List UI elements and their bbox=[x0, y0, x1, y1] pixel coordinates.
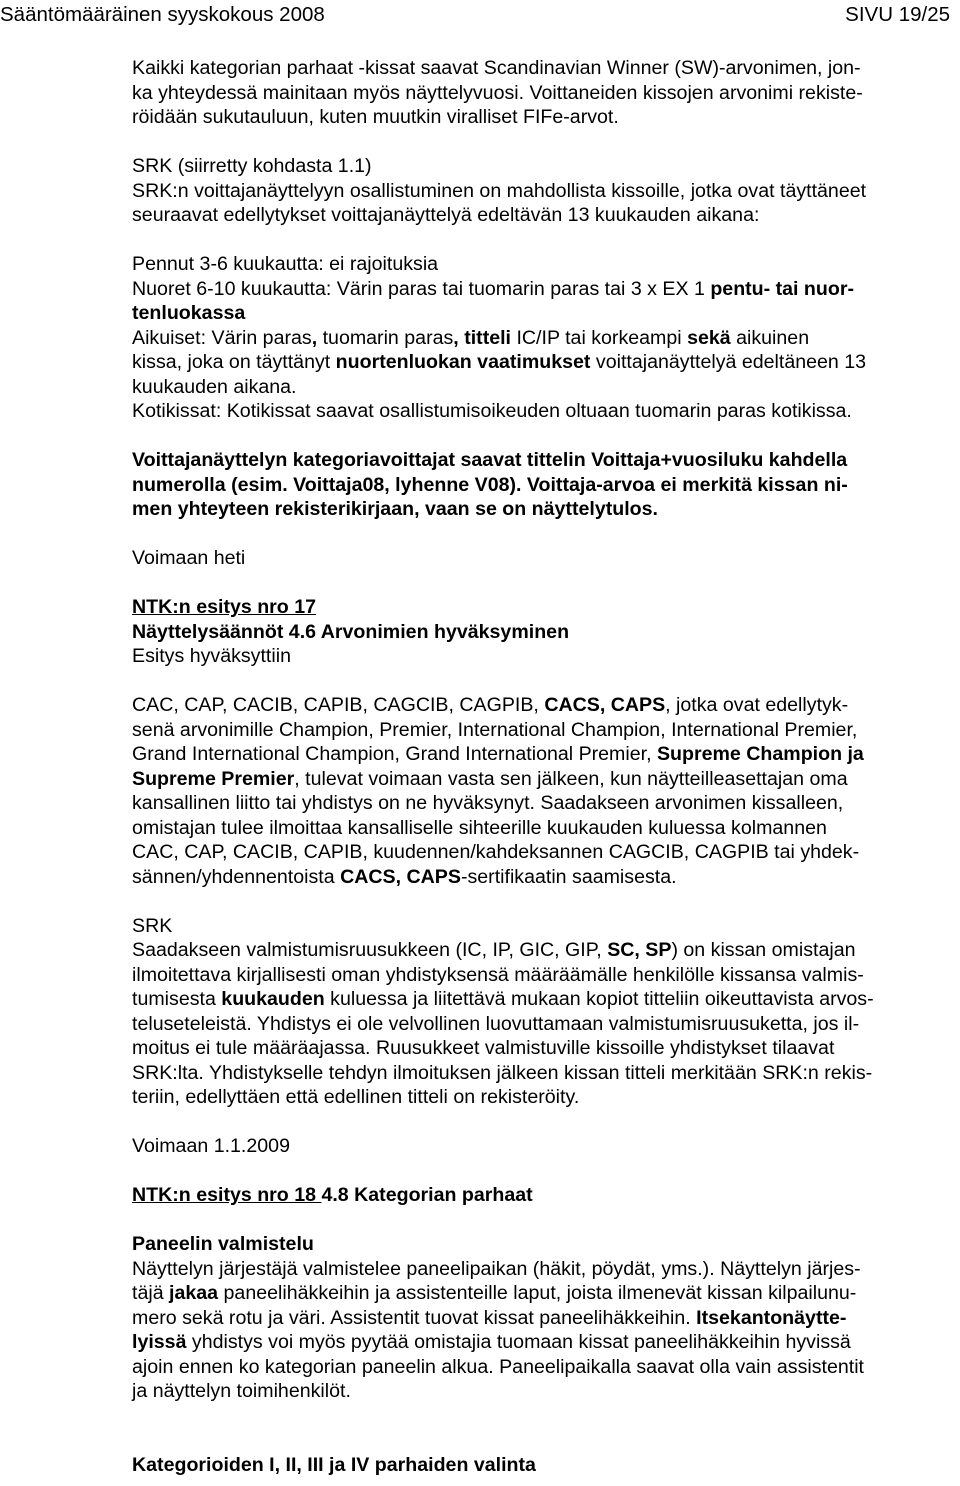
text-run: röidään sukutauluun, kuten muutkin viralliset FIFe-arvot. bbox=[132, 106, 619, 128]
text-run: Voimaan 1.1.2009 bbox=[132, 1135, 290, 1157]
text-run: täjä bbox=[132, 1282, 170, 1304]
text-run: jakaa bbox=[169, 1282, 219, 1304]
text-line bbox=[132, 987, 944, 1012]
text-run: Kotikissat: Kotikissat saavat osallistumisoikeuden oltuaan tuomarin paras kotikissa. bbox=[132, 400, 852, 422]
text-run: senä arvonimille Champion, Premier, International Champion, International Premier, bbox=[132, 718, 858, 741]
text-run: kansallinen liitto tai yhdistys on ne hyväksynyt. Saadakseen arvonimen kissalleen, bbox=[132, 792, 844, 814]
text-run: Voittajanäyttelyn kategoriavoittajat saavat tittelin Voittaja+vuosiluku kahdella bbox=[132, 449, 848, 471]
text-run: SRK bbox=[132, 914, 173, 937]
text-run: Paneelin valmistelu bbox=[132, 1233, 314, 1255]
blank-line bbox=[132, 1208, 944, 1233]
text-run: Grand International Champion, Grand International Premier, bbox=[132, 743, 657, 765]
text-line bbox=[132, 1134, 944, 1159]
text-run: numerolla (esim. Voittaja08, lyhenne V08). Voittaja-arvoa ei merkitä kissan ni- bbox=[132, 473, 848, 496]
text-line bbox=[132, 865, 944, 890]
blank-line bbox=[132, 571, 944, 596]
text-line bbox=[132, 693, 944, 718]
text-run: Nuoret 6-10 kuukautta: Värin paras tai tuomarin paras tai 3 x EX 1 bbox=[132, 277, 711, 300]
blank-line bbox=[132, 1110, 944, 1135]
text-run: 4.8 Kategorian parhaat bbox=[321, 1184, 533, 1206]
text-run: NTK:n esitys nro 18 bbox=[132, 1184, 322, 1206]
text-line bbox=[132, 497, 944, 522]
text-run: aikuinen bbox=[730, 326, 810, 349]
text-line bbox=[132, 1379, 944, 1404]
text-run: seuraavat edellytykset voittajanäyttelyä edeltävän 13 kuukauden aikana: bbox=[132, 204, 760, 226]
text-run: ajoin ennen ko kategorian paneelin alkua. Paneelipaikalla saavat olla vain assistentit bbox=[132, 1355, 864, 1378]
text-run: Voimaan heti bbox=[132, 547, 246, 569]
text-line bbox=[132, 938, 944, 963]
text-run: kuukauden aikana. bbox=[132, 375, 297, 398]
text-run: Itsekantonäytte- bbox=[696, 1306, 847, 1329]
text-line bbox=[132, 350, 944, 375]
text-line bbox=[132, 791, 944, 816]
text-run: CAC, CAP, CACIB, CAPIB, CAGCIB, CAGPIB, bbox=[132, 694, 545, 716]
page-number: SIVU 19/25 bbox=[845, 3, 950, 26]
text-run: SRK (siirretty kohdasta 1.1) bbox=[132, 155, 372, 177]
text-run: ) on kissan omistajan bbox=[671, 939, 856, 961]
blank-line bbox=[132, 1159, 944, 1184]
text-line bbox=[132, 1330, 944, 1355]
text-line bbox=[132, 252, 944, 277]
text-run: mero sekä rotu ja väri. Assistentit tuovat kissat paneelihäkkeihin. bbox=[132, 1306, 697, 1329]
text-run: Näyttelysäännöt 4.6 Arvonimien hyväksyminen bbox=[132, 620, 570, 643]
text-line bbox=[132, 448, 944, 473]
text-line bbox=[132, 179, 944, 204]
text-line bbox=[132, 742, 944, 767]
text-line bbox=[132, 399, 944, 424]
page-header bbox=[0, 3, 960, 31]
text-line bbox=[132, 1306, 944, 1331]
text-run: tuomarin paras bbox=[317, 326, 454, 349]
blank-line bbox=[132, 669, 944, 694]
text-run: Näyttelyn järjestäjä valmistelee paneelipaikan (häkit, pöydät, yms.). Näyttelyn järjes- bbox=[132, 1257, 861, 1280]
text-line bbox=[132, 154, 944, 179]
text-run: paneelihäkkeihin ja assistenteille laput, joista ilmenevät kissan kilpailunu- bbox=[218, 1282, 857, 1304]
text-line bbox=[132, 546, 944, 571]
text-run: voittajanäyttelyä edeltäneen 13 bbox=[590, 351, 867, 373]
text-run: , bbox=[453, 326, 459, 349]
text-line bbox=[132, 1085, 944, 1110]
text-run: Pennut 3-6 kuukautta: ei rajoituksia bbox=[132, 253, 439, 275]
text-run: teluseteleistä. Yhdistys ei ole velvollinen luovuttamaan valmistumisruusuketta, jos il- bbox=[132, 1012, 860, 1035]
text-run: Esitys hyväksyttiin bbox=[132, 645, 291, 667]
text-run: , jotka ovat edellytyk- bbox=[665, 694, 849, 716]
text-line bbox=[132, 1281, 944, 1306]
text-line bbox=[132, 203, 944, 228]
text-line bbox=[132, 277, 944, 302]
text-line bbox=[132, 375, 944, 400]
text-run: CACS, CAPS bbox=[544, 694, 666, 716]
text-run: Supreme Premier bbox=[132, 767, 295, 790]
text-run: Aikuiset: Värin paras bbox=[132, 326, 312, 349]
text-run: tenluokassa bbox=[132, 302, 246, 324]
text-run: moitus ei tule määräajassa. Ruusukkeet valmistuville kissoille yhdistykset tilaavat bbox=[132, 1037, 835, 1059]
text-run: Kaikki kategorian parhaat -kissat saavat Scandinavian Winner (SW)-arvonimen, jon- bbox=[132, 57, 861, 79]
text-run: teriin, edellyttäen että edellinen titteli on rekisteröity. bbox=[132, 1086, 580, 1108]
text-run: sekä bbox=[687, 326, 731, 349]
blank-line bbox=[132, 1428, 944, 1453]
text-line bbox=[132, 840, 944, 865]
text-line bbox=[132, 644, 944, 669]
blank-line bbox=[132, 424, 944, 449]
text-line bbox=[132, 914, 944, 939]
text-line bbox=[132, 1036, 944, 1061]
text-run: kuukauden bbox=[221, 988, 325, 1010]
document-title: Sääntömääräinen syyskokous 2008 bbox=[0, 3, 325, 26]
blank-line bbox=[132, 522, 944, 547]
text-run: -sertifikaatin saamisesta. bbox=[460, 865, 677, 888]
document-body bbox=[132, 56, 944, 1477]
text-run: Supreme Champion ja bbox=[656, 743, 864, 765]
text-run: yhdistys voi myös pyytää omistajia tuomaan kissat paneelihäkkeihin hyvissä bbox=[186, 1331, 851, 1353]
text-run: men yhteyteen rekisterikirjaan, vaan se on näyttelytulos. bbox=[132, 498, 658, 520]
text-run: Kategorioiden I, II, III ja IV parhaiden valinta bbox=[132, 1453, 536, 1476]
text-line bbox=[132, 963, 944, 988]
text-line bbox=[132, 816, 944, 841]
text-line bbox=[132, 105, 944, 130]
text-line bbox=[132, 767, 944, 792]
text-run: NTK:n esitys nro 17 bbox=[132, 596, 317, 618]
text-run: ilmoitettava kirjallisesti oman yhdistyksensä määräämälle henkilölle kissansa valmis- bbox=[132, 963, 864, 986]
text-line bbox=[132, 301, 944, 326]
text-line bbox=[132, 1355, 944, 1380]
text-run: ja näyttelyn toimihenkilöt. bbox=[132, 1380, 351, 1402]
text-run: SRK:n voittajanäyttelyyn osallistuminen on mahdollista kissoille, jotka ovat täyttäneet bbox=[132, 179, 867, 202]
text-line bbox=[132, 473, 944, 498]
text-run: CACS, CAPS bbox=[340, 865, 461, 888]
text-run: , tulevat voimaan vasta sen jälkeen, kun näytteilleasettajan oma bbox=[294, 767, 848, 790]
text-run: CAC, CAP, CACIB, CAPIB, kuudennen/kahdeksannen CAGCIB, CAGPIB tai yhdek- bbox=[132, 841, 860, 863]
text-run: titteli bbox=[464, 326, 512, 349]
text-line bbox=[132, 620, 944, 645]
text-line bbox=[132, 1257, 944, 1282]
text-run: Saadakseen valmistumisruusukkeen (IC, IP, GIC, GIP, bbox=[132, 939, 608, 961]
text-run: lyissä bbox=[132, 1331, 187, 1353]
blank-line bbox=[132, 130, 944, 155]
text-line bbox=[132, 1183, 944, 1208]
blank-line bbox=[132, 1404, 944, 1429]
text-line bbox=[132, 81, 944, 106]
text-line bbox=[132, 1061, 944, 1086]
blank-line bbox=[132, 228, 944, 253]
text-run: IC/IP tai korkeampi bbox=[511, 326, 688, 349]
text-line bbox=[132, 1012, 944, 1037]
text-run: omistajan tulee ilmoittaa kansalliselle sihteerille kuukauden kuluessa kolmannen bbox=[132, 816, 827, 839]
text-line bbox=[132, 1232, 944, 1257]
text-line bbox=[132, 326, 944, 351]
text-run: , bbox=[311, 326, 318, 349]
text-run: kuluessa ja liitettävä mukaan kopiot titteliin oikeuttavista arvos- bbox=[324, 988, 874, 1010]
text-run: ka yhteydessä mainitaan myös näyttelyvuosi. Voittaneiden kissojen arvonimi rekiste- bbox=[132, 81, 863, 104]
text-run: SC, SP bbox=[607, 939, 672, 961]
text-line bbox=[132, 718, 944, 743]
text-line bbox=[132, 56, 944, 81]
text-line bbox=[132, 1453, 944, 1478]
text-run: pentu- tai nuor- bbox=[710, 277, 854, 300]
text-run: tumisesta bbox=[132, 988, 222, 1010]
text-run: sännen/yhdennentoista bbox=[132, 865, 341, 888]
text-run: SRK:lta. Yhdistykselle tehdyn ilmoituksen jälkeen kissan titteli merkitään SRK:n rekis- bbox=[132, 1061, 873, 1084]
text-run: nuortenluokan vaatimukset bbox=[335, 351, 591, 373]
text-line bbox=[132, 595, 944, 620]
blank-line bbox=[132, 889, 944, 914]
text-run: kissa, joka on täyttänyt bbox=[132, 351, 336, 373]
